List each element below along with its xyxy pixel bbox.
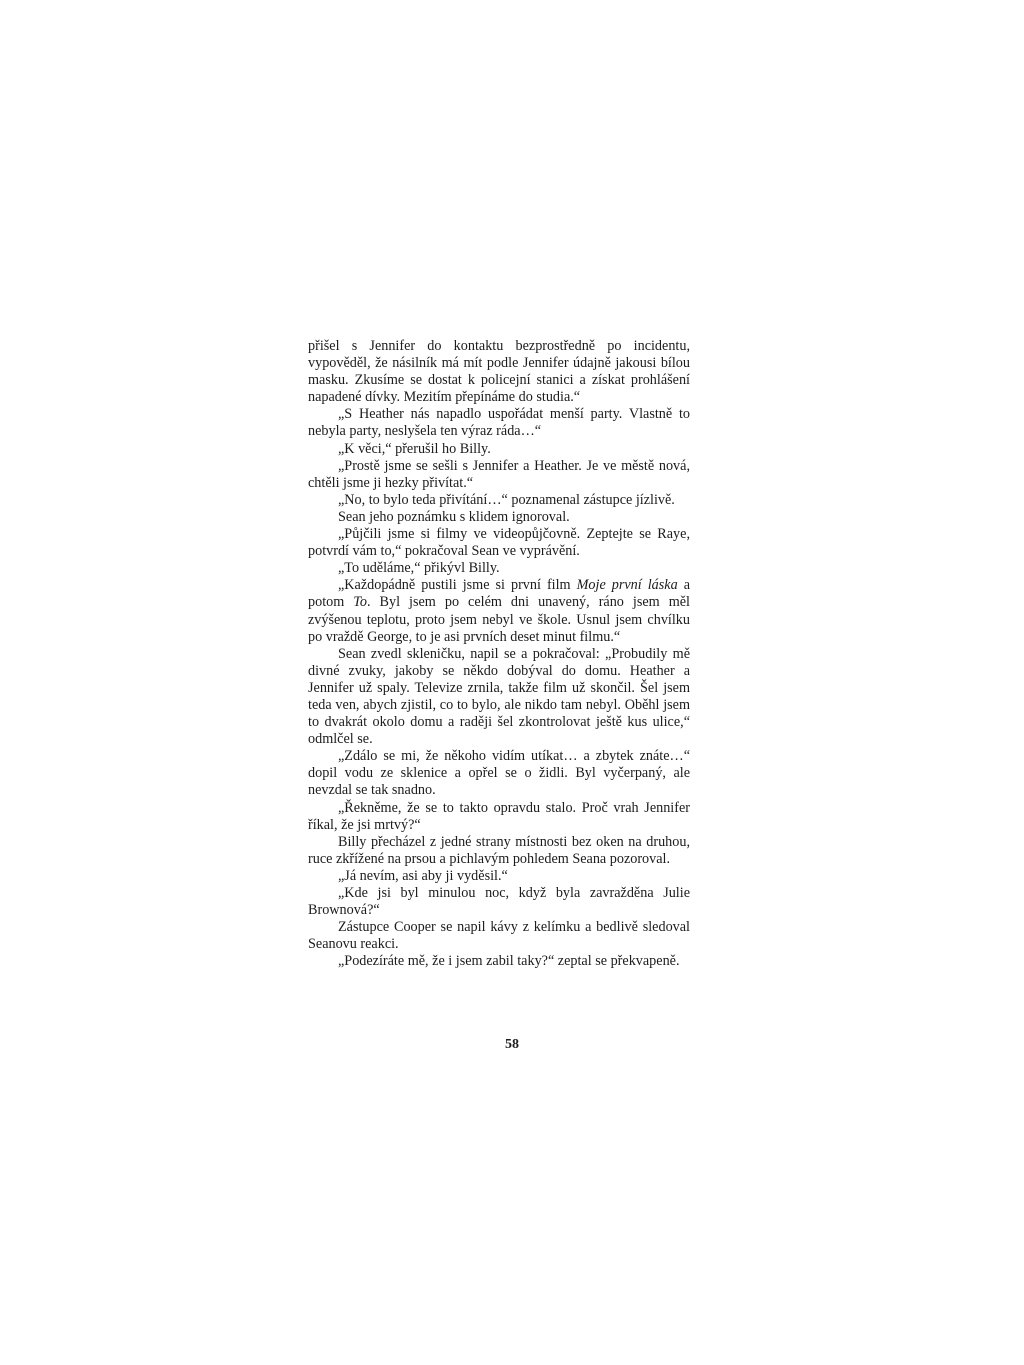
paragraph: „Prostě jsme se sešli s Jennifer a Heather. Je ve městě nová, chtěli jsme ji hezky přivítat.“ [308, 457, 690, 491]
text-run: a potom [308, 577, 690, 611]
paragraph: „Kde jsi byl minulou noc, když byla zavražděna Julie Brownová?“ [308, 885, 690, 919]
text-run: . Byl jsem po celém dni unavený, ráno jsem měl zvýšenou teplotu, proto jsem nebyl ve škole. Usnul jsem chvílku po vraždě George, to je asi prvních deset minut filmu.“ [308, 594, 690, 645]
paragraph: „K věci,“ přerušil ho Billy. [338, 440, 491, 457]
paragraph [308, 577, 690, 645]
paragraph: Sean zvedl skleničku, napil se a pokračoval: „Probudily mě divné zvuky, jakoby se někdo dobýval do domu. Heather a Jennifer už spaly. Televize zrnila, takže film už skončil. Šel jsem teda ven, abych zjistil, co to bylo, ale nikdo tam nebyl. Oběhl jsem to dvakrát okolo domu a raději šel zkontrolovat ještě kus ulice,“ odmlčel se. [308, 645, 690, 748]
text-run: „Každopádně pustili jsme si první film [338, 577, 577, 594]
paragraph: Sean jeho poznámku s klidem ignoroval. [338, 508, 570, 525]
paragraph: Zástupce Cooper se napil kávy z kelímku a bedlivě sledoval Seanovu reakci. [308, 919, 690, 953]
paragraph: „Já nevím, asi aby ji vyděsil.“ [338, 867, 508, 884]
italic-title: To [353, 594, 367, 611]
paragraph: „Podezíráte mě, že i jsem zabil taky?“ zeptal se překvapeně. [338, 953, 680, 970]
paragraph: Billy přecházel z jedné strany místnosti bez oken na druhou, ruce zkřížené na prsou a pichlavým pohledem Seana pozoroval. [308, 833, 690, 867]
page-number: 58 [505, 1037, 519, 1052]
paragraph: „Zdálo se mi, že někoho vidím utíkat… a zbytek znáte…“ dopil vodu ze sklenice a opřel se o židli. Byl vyčerpaný, ale nevzdal se tak snadno. [308, 748, 690, 799]
paragraph: „To uděláme,“ přikývl Billy. [338, 560, 500, 577]
paragraph: přišel s Jennifer do kontaktu bezprostředně po incidentu, vypověděl, že násilník má mít podle Jennifer údajně jakousi bílou masku. Zkusíme se dostat k policejní stanici a získat prohlášení napadené dívky. Mezitím přepínáme do studia.“ [308, 338, 690, 406]
paragraph: „S Heather nás napadlo uspořádat menší party. Vlastně to nebyla party, neslyšela ten výraz ráda…“ [308, 406, 690, 440]
body-text [308, 338, 690, 970]
paragraph: „No, to bylo teda přivítání…“ poznamenal zástupce jízlivě. [338, 491, 675, 508]
paragraph: „Půjčili jsme si filmy ve videopůjčovně. Zeptejte se Raye, potvrdí vám to,“ pokračoval Sean ve vyprávění. [308, 526, 690, 560]
italic-title: Moje první láska [576, 577, 678, 594]
paragraph: „Řekněme, že se to takto opravdu stalo. Proč vrah Jennifer říkal, že jsi mrtvý?“ [308, 799, 690, 833]
